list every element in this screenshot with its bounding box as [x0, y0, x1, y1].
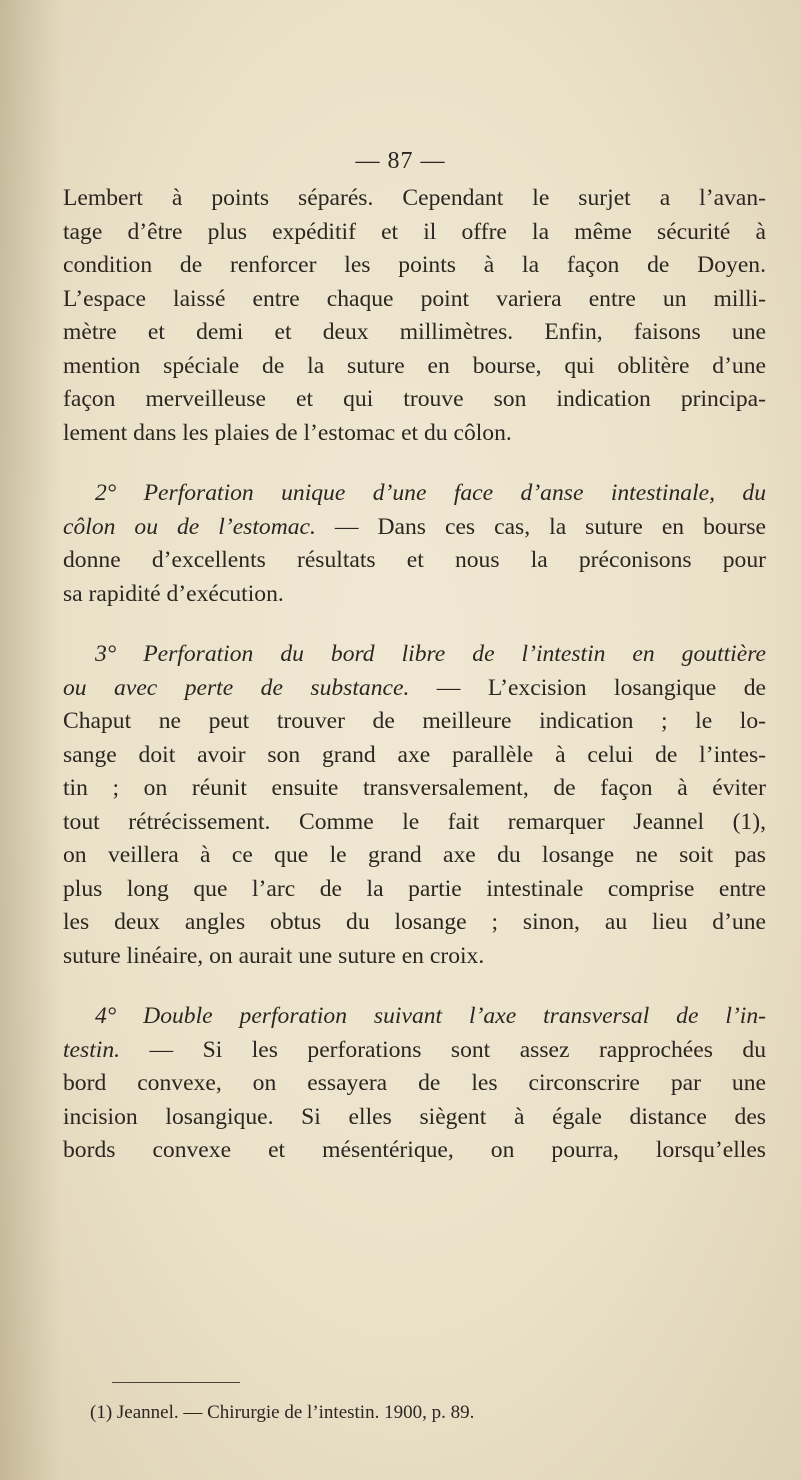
text-line: lement dans les plaies de l’estomac et du côlon.	[63, 419, 512, 446]
body-text	[63, 182, 766, 1168]
footnote: (1) Jeannel. — Chirurgie de l’intestin. 1900, p. 89.	[90, 1402, 475, 1423]
text-line: sange doit avoir son grand axe parallèle à celui de l’intes-	[63, 741, 766, 768]
text-line: donne d’excellents résultats et nous la préconisons pour	[63, 547, 766, 573]
footnote-rule	[112, 1382, 240, 1383]
text-line	[63, 511, 766, 545]
text-line: les deux angles obtus du losange ; sinon, au lieu d’une	[63, 909, 766, 935]
paragraph-2	[63, 477, 766, 611]
text-line: condition de renforcer les points à la façon de Doyen.	[63, 252, 766, 278]
paragraph-1	[63, 182, 766, 450]
paragraph-3	[63, 638, 766, 973]
text-line: tout rétrécissement. Comme le fait remarquer Jeannel (1),	[63, 808, 766, 835]
text-line: bord convexe, on essayera de les circonscrire par une	[63, 1070, 766, 1096]
text-line: tage d’être plus expéditif et il offre la même sécurité à	[63, 218, 766, 245]
section-heading-2-cont: côlon ou de l’estomac.	[63, 513, 316, 540]
section-heading-2: 2° Perforation unique d’une face d’anse intestinale, du	[95, 480, 766, 506]
text-line: façon merveilleuse et qui trouve son indication principa-	[63, 386, 766, 412]
text-line: suture linéaire, on aurait une suture en croix.	[63, 942, 485, 969]
text-line: Lembert à points séparés. Cependant le surjet a l’avan-	[63, 185, 766, 211]
text-line: mention spéciale de la suture en bourse, qui oblitère d’une	[63, 352, 766, 379]
text-line: plus long que l’arc de la partie intestinale comprise entre	[63, 875, 766, 902]
text-run: — Dans ces cas, la suture en bourse	[315, 513, 766, 540]
text-line	[63, 1034, 766, 1068]
text-line: incision losangique. Si elles siègent à égale distance des	[63, 1103, 766, 1130]
text-line: Chaput ne peut trouver de meilleure indication ; le lo-	[63, 708, 766, 734]
page-number: — 87 —	[355, 148, 446, 174]
text-line: sa rapidité d’exécution.	[63, 580, 284, 607]
text-line: on veillera à ce que le grand axe du losange ne soit pas	[63, 842, 766, 868]
section-heading-4-cont: testin.	[63, 1036, 121, 1063]
paragraph-4	[63, 1000, 766, 1168]
text-line: bords convexe et mésentérique, on pourra, lorsqu’elles	[63, 1137, 766, 1163]
text-line	[63, 672, 766, 706]
section-heading-3: 3° Perforation du bord libre de l’intestin en gouttière	[95, 641, 766, 667]
text-run: — Si les perforations sont assez rapprochées du	[120, 1036, 766, 1063]
text-line: mètre et demi et deux millimètres. Enfin, faisons une	[63, 319, 766, 345]
text-line: L’espace laissé entre chaque point variera entre un milli-	[63, 285, 766, 312]
section-heading-3-cont: ou avec perte de substance.	[63, 674, 410, 701]
section-heading-4: 4° Double perforation suivant l’axe transversal de l’in-	[95, 1003, 766, 1029]
text-line: tin ; on réunit ensuite transversalement, de façon à éviter	[63, 775, 766, 801]
text-run: — L’excision losangique de	[409, 674, 766, 701]
page-gutter-shadow	[0, 0, 60, 1480]
